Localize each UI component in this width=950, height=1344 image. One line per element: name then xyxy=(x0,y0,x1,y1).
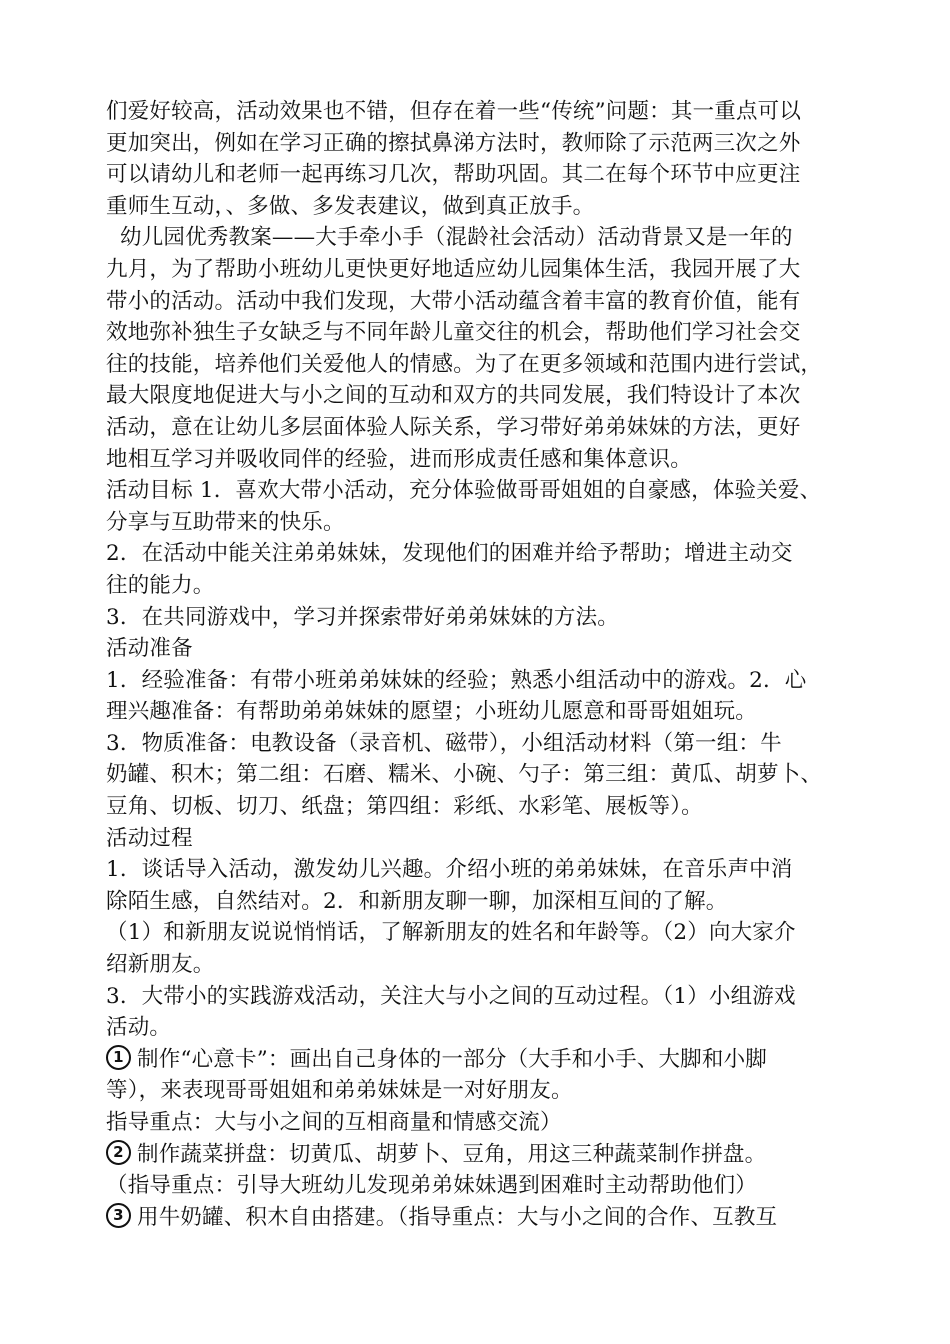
text-line: 更加突出，例如在学习正确的擦拭鼻涕方法时，教师除了示范两三次之外 xyxy=(106,130,801,156)
text-line: 理兴趣准备：有帮助弟弟妹妹的愿望；小班幼儿愿意和哥哥姐姐玩。 xyxy=(106,699,758,725)
text-line: 往的技能，培养他们关爱他人的情感。为了在更多领域和范围内进行尝试， xyxy=(106,351,823,377)
text-line: 活动，意在让幼儿多层面体验人际关系，学习带好弟弟妹妹的方法，更好 xyxy=(106,414,801,440)
list-item-line xyxy=(106,1139,870,1171)
text-line: 3．大带小的实践游戏活动，关注大与小之间的互动过程。（1）小组游戏 xyxy=(106,983,796,1009)
circled-number-marker: 1 xyxy=(106,1045,131,1070)
list-item-line xyxy=(106,1044,870,1076)
text-line: 最大限度地促进大与小之间的互动和双方的共同发展，我们特设计了本次 xyxy=(106,383,801,409)
text-line: 活动目标 1．喜欢大带小活动，充分体验做哥哥姐姐的自豪感，体验关爱、 xyxy=(106,478,822,504)
heading-line: 活动准备 xyxy=(106,636,193,662)
text-line: 1．谈话导入活动，激发幼儿兴趣。介绍小班的弟弟妹妹，在音乐声中消 xyxy=(106,857,793,883)
text-line: 1．经验准备：有带小班弟弟妹妹的经验；熟悉小组活动中的游戏。2．心 xyxy=(106,667,807,693)
text-line: （指导重点：引导大班幼儿发现弟弟妹妹遇到困难时主动帮助他们） xyxy=(106,1173,758,1199)
text-line: 活动。 xyxy=(106,1015,172,1041)
text-line: 奶罐、积木；第二组：石磨、糯米、小碗、勺子：第三组：黄瓜、胡萝卜、 xyxy=(106,762,823,788)
text-line: 九月，为了帮助小班幼儿更快更好地适应幼儿园集体生活，我园开展了大 xyxy=(106,256,801,282)
text-line: 效地弥补独生子女缺乏与不同年龄儿童交往的机会，帮助他们学习社会交 xyxy=(106,320,801,346)
text-line: 往的能力。 xyxy=(106,572,215,598)
text-line: 等），来表现哥哥姐姐和弟弟妹妹是一对好朋友。 xyxy=(106,1078,573,1104)
text-line: 指导重点：大与小之间的互相商量和情感交流） xyxy=(106,1110,562,1135)
circled-number-marker: 3 xyxy=(106,1203,131,1228)
text-line: 分享与互助带来的快乐。 xyxy=(106,509,345,535)
text-line: 除陌生感，自然结对。2．和新朋友聊一聊，加深相互间的了解。 xyxy=(106,888,728,914)
text-line: 3．在共同游戏中，学习并探索带好弟弟妹妹的方法。 xyxy=(106,604,619,630)
text-line: 带小的活动。活动中我们发现，大带小活动蕴含着丰富的教育价值，能有 xyxy=(106,288,801,314)
document-body xyxy=(106,96,870,1233)
list-item-line xyxy=(106,1202,870,1234)
text-line: 2．在活动中能关注弟弟妹妹，发现他们的困难并给予帮助；增进主动交 xyxy=(106,541,793,567)
text-line: （1）和新朋友说说悄悄话，了解新朋友的姓名和年龄等。（2）向大家介 xyxy=(106,920,796,946)
text-line: 重师生互动，、多做、多发表建议，做到真正放手。 xyxy=(106,193,595,219)
text-line: 可以请幼儿和老师一起再练习几次，帮助巩固。其二在每个环节中应更注 xyxy=(106,162,801,188)
section-title-line: 幼儿园优秀教案——大手牵小手（混龄社会活动）活动背景又是一年的 xyxy=(120,225,793,251)
list-item-text: 用牛奶罐、积木自由搭建。（指导重点：大与小之间的合作、互教互 xyxy=(137,1204,778,1230)
circled-number-marker: 2 xyxy=(106,1140,131,1165)
list-item-text: 制作“心意卡”：画出自己身体的一部分（大手和小手、大脚和小脚 xyxy=(137,1046,767,1072)
text-line: 地相互学习并吸收同伴的经验，进而形成责任感和集体意识。 xyxy=(106,446,692,472)
heading-line: 活动过程 xyxy=(106,825,193,851)
list-item-text: 制作蔬菜拼盘：切黄瓜、胡萝卜、豆角，用这三种蔬菜制作拼盘。 xyxy=(137,1141,767,1167)
text-line: 3．物质准备：电教设备（录音机、磁带），小组活动材料（第一组：牛 xyxy=(106,730,782,756)
text-line: 们爱好较高，活动效果也不错，但存在着一些“传统”问题：其一重点可以 xyxy=(106,99,802,124)
text-line: 绍新朋友。 xyxy=(106,952,215,978)
text-line: 豆角、切板、切刀、纸盘；第四组：彩纸、水彩笔、展板等）。 xyxy=(106,794,703,820)
